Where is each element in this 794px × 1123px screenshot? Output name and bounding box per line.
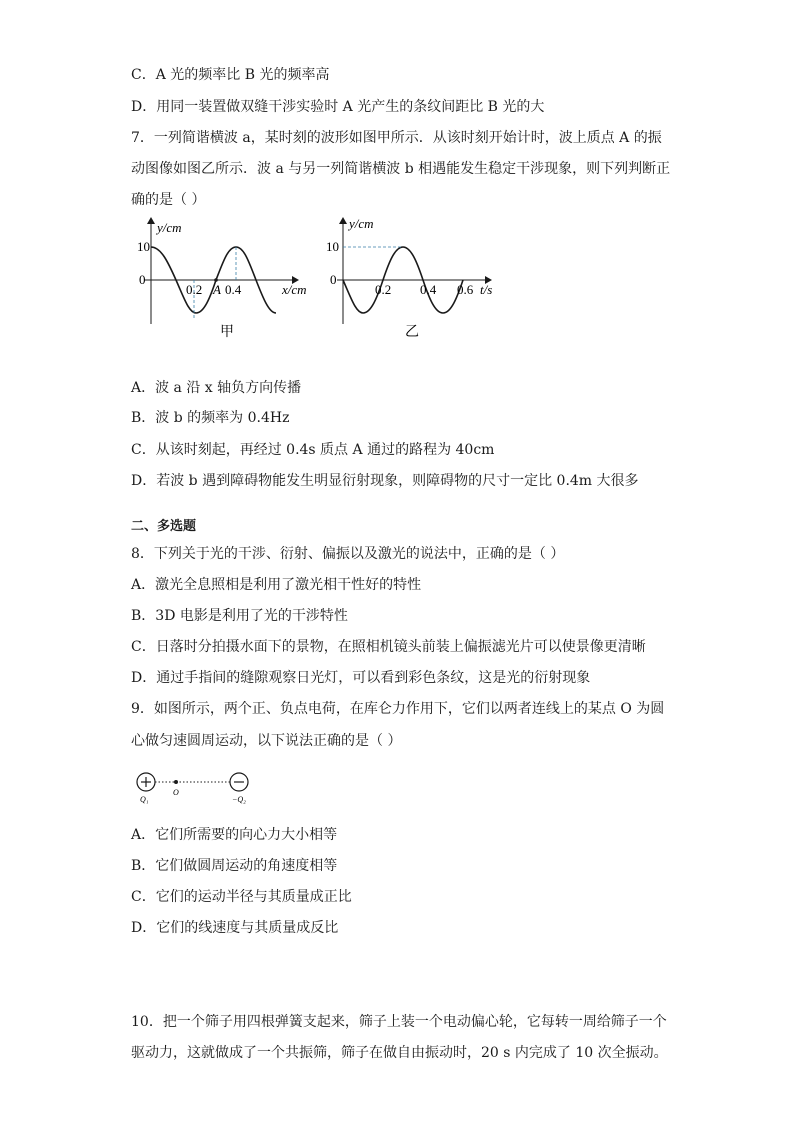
yi-caption: 乙 [405,325,419,340]
q7-stem-line3: 确的是（ ） [131,192,206,208]
yi-origin: 0 [330,272,337,287]
q7-stem-line2: 动图像如图乙所示．波 a 与另一列简谐横波 b 相遇能发生稳定干涉现象，则下列判断正 [131,161,671,177]
jia-tick-04: 0.4 [225,282,242,297]
jia-origin: 0 [139,272,146,287]
jia-label-a: A [213,282,221,297]
label-q2: −Q₂ [232,795,246,804]
q9-option-b: B．它们做圆周运动的角速度相等 [131,858,338,874]
q7-option-b: B．波 b 的频率为 0.4Hz [131,410,290,426]
q9-stem-line2: 心做匀速圆周运动，以下说法正确的是（ ） [131,733,402,749]
q9-option-d: D．它们的线速度与其质量成反比 [131,920,339,936]
jia-y-label: y/cm [157,220,182,235]
jia-y-tick-10: 10 [137,239,150,254]
section-title-multi-choice: 二、多选题 [131,519,197,534]
yi-tick-06: 0.6 [457,282,474,297]
q9-option-c: C．它们的运动半径与其质量成正比 [131,889,352,905]
q8-option-c: C．日落时分拍摄水面下的景物，在照相机镜头前装上偏振滤光片可以使景像更清晰 [131,639,646,655]
q6-option-c: C．A 光的频率比 B 光的频率高 [131,67,330,83]
figure-q9-charges [134,768,264,808]
jia-tick-02: 0.2 [186,282,203,297]
q8-option-d: D．通过手指间的缝隙观察日光灯，可以看到彩色条纹，这是光的衍射现象 [131,670,591,686]
label-o: O [173,788,179,797]
q8-option-a: A．激光全息照相是利用了激光相干性好的特性 [131,577,422,593]
q7-option-a: A．波 a 沿 x 轴负方向传播 [131,380,302,396]
q8-stem: 8．下列关于光的干涉、衍射、偏振以及激光的说法中，正确的是（ ） [131,546,565,562]
q9-option-a: A．它们所需要的向心力大小相等 [131,827,338,843]
yi-y-tick-10: 10 [326,239,339,254]
label-q1: Q₁ [140,795,149,804]
q7-option-d: D．若波 b 遇到障碍物能发生明显衍射现象，则障碍物的尺寸一定比 0.4m 大很多 [131,473,639,489]
figure-jia-waveform [136,212,321,342]
figure-yi-vibration [325,212,505,342]
point-o [174,780,178,784]
yi-tick-04: 0.4 [420,282,437,297]
yi-x-label: t/s [480,282,493,297]
q10-stem-line1: 10．把一个筛子用四根弹簧支起来，筛子上装一个电动偏心轮，它每转一周给筛子一个 [131,1014,667,1030]
q8-option-b: B．3D 电影是利用了光的干涉特性 [131,608,348,624]
q7-stem-line1: 7．一列简谐横波 a，某时刻的波形如图甲所示．从该时刻开始计时，波上质点 A 的振 [131,130,662,146]
yi-y-label: y/cm [349,216,374,231]
jia-x-label: x/cm [282,282,307,297]
jia-caption: 甲 [220,325,234,340]
q9-stem-line1: 9．如图所示，两个正、负点电荷，在库仑力作用下，它们以两者连线上的某点 O 为圆 [131,701,665,717]
yi-tick-02: 0.2 [375,282,392,297]
q7-option-c: C．从该时刻起，再经过 0.4s 质点 A 通过的路程为 40cm [131,442,495,458]
q6-option-d: D．用同一装置做双缝干涉实验时 A 光产生的条纹间距比 B 光的大 [131,99,545,115]
q10-stem-line2: 驱动力，这就做成了一个共振筛，筛子在做自由振动时，20 s 内完成了 10 次全振动。 [131,1045,668,1061]
